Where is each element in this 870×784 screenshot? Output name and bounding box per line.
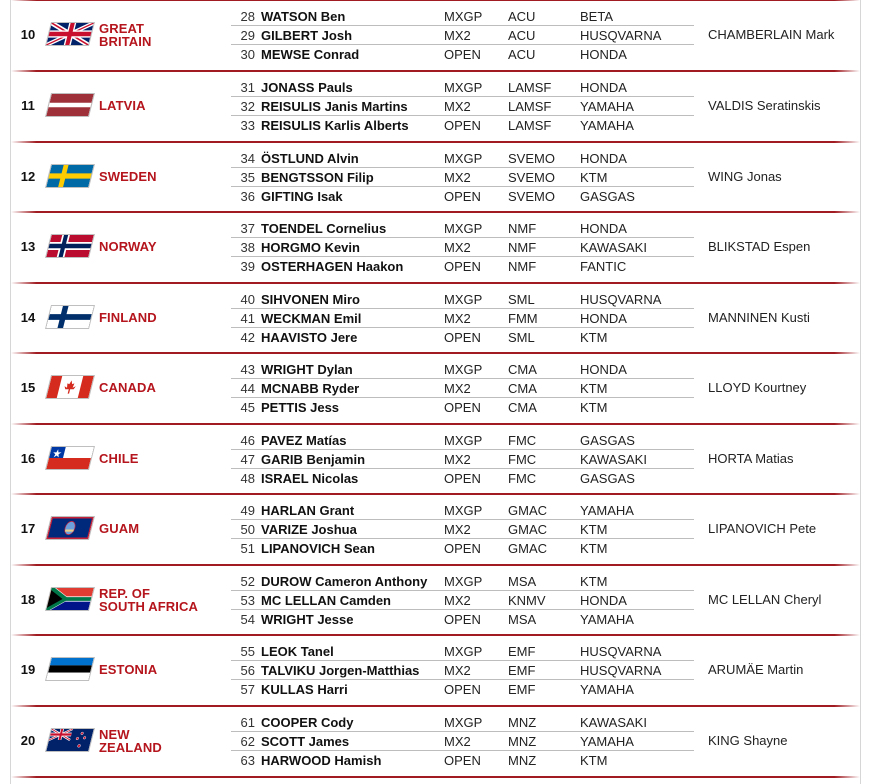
rider-federation: NMF <box>508 259 537 274</box>
guam-flag-icon <box>46 517 93 539</box>
rider-row <box>231 661 694 680</box>
rider-name: HAAVISTO Jere <box>261 330 358 345</box>
rider-class: OPEN <box>444 471 481 486</box>
rider-federation: LAMSF <box>508 99 552 114</box>
rider-number: 53 <box>240 593 255 608</box>
rider-number: 56 <box>240 663 255 678</box>
rider-class: MXGP <box>444 80 483 95</box>
rider-row <box>231 309 694 328</box>
chile-flag-icon <box>46 447 93 469</box>
rider-federation: FMC <box>508 452 537 467</box>
rider-federation: CMA <box>508 400 537 415</box>
team-number: 18 <box>20 592 36 607</box>
rider-row <box>231 149 694 168</box>
new-zealand-flag-icon <box>46 729 93 751</box>
rider-class: MX2 <box>444 734 471 749</box>
team-row <box>11 423 860 494</box>
team-row <box>11 705 860 776</box>
rider-row <box>231 7 694 26</box>
rider-name: TALVIKU Jorgen-Matthias <box>261 663 420 678</box>
rider-number: 51 <box>240 541 255 556</box>
rider-federation: EMF <box>508 644 536 659</box>
rider-bike: HUSQVARNA <box>580 663 662 678</box>
rider-row <box>231 45 694 64</box>
rider-row <box>231 78 694 97</box>
country-name <box>99 564 229 635</box>
rider-bike: GASGAS <box>580 471 635 486</box>
rider-federation: SVEMO <box>508 189 555 204</box>
rider-class: MXGP <box>444 433 483 448</box>
rider-number: 44 <box>240 381 255 396</box>
country-name-line-1: LATVIA <box>99 98 146 113</box>
rider-row <box>231 501 694 520</box>
rider-federation: ACU <box>508 28 536 43</box>
rider-number: 38 <box>240 240 255 255</box>
rider-name: WRIGHT Dylan <box>261 362 353 377</box>
team-number: 14 <box>20 310 36 325</box>
rider-federation: ACU <box>508 47 536 62</box>
rider-federation: MSA <box>508 574 537 589</box>
rider-bike: YAMAHA <box>580 118 634 133</box>
rider-name: HARWOOD Hamish <box>261 753 382 768</box>
rider-row <box>231 187 694 206</box>
rider-name: BENGTSSON Filip <box>261 170 374 185</box>
country-name-line-1: CANADA <box>99 380 156 395</box>
rider-number: 39 <box>240 259 255 274</box>
rider-name: MC LELLAN Camden <box>261 593 391 608</box>
country-name-line-1: ESTONIA <box>99 662 158 677</box>
rider-federation: FMC <box>508 433 537 448</box>
rider-number: 42 <box>240 330 255 345</box>
rider-bike: KAWASAKI <box>580 240 647 255</box>
rider-class: OPEN <box>444 259 481 274</box>
team-number: 20 <box>20 733 36 748</box>
rider-class: MXGP <box>444 9 483 24</box>
team-manager: ARUMÄE Martin <box>708 662 804 677</box>
rider-federation: EMF <box>508 682 536 697</box>
rider-federation: KNMV <box>508 593 546 608</box>
rider-class: OPEN <box>444 400 481 415</box>
rider-name: GILBERT Josh <box>261 28 353 43</box>
rider-bike: HONDA <box>580 311 627 326</box>
team-number: 10 <box>20 27 36 42</box>
country-name <box>99 70 229 141</box>
rider-class: OPEN <box>444 118 481 133</box>
rider-row <box>231 713 694 732</box>
rider-row <box>231 520 694 539</box>
rider-class: MXGP <box>444 221 483 236</box>
rider-federation: GMAC <box>508 541 547 556</box>
rider-federation: SVEMO <box>508 151 555 166</box>
rider-bike: FANTIC <box>580 259 627 274</box>
team-manager: LIPANOVICH Pete <box>708 521 817 536</box>
team-row <box>11 634 860 705</box>
country-name <box>99 705 229 776</box>
rider-row <box>231 431 694 450</box>
team-row <box>11 141 860 212</box>
rider-name: KULLAS Harri <box>261 682 348 697</box>
rider-bike: KAWASAKI <box>580 715 647 730</box>
rider-name: WECKMAN Emil <box>261 311 362 326</box>
rider-federation: MNZ <box>508 753 537 768</box>
country-name-line-1: FINLAND <box>99 310 157 325</box>
rider-bike: KTM <box>580 522 608 537</box>
country-name-line-2: ZEALAND <box>99 739 162 755</box>
rider-class: MXGP <box>444 715 483 730</box>
south-africa-flag-icon <box>46 588 93 610</box>
rider-row <box>231 360 694 379</box>
rider-row <box>231 642 694 661</box>
rider-number: 43 <box>240 362 255 377</box>
rider-bike: KAWASAKI <box>580 452 647 467</box>
rider-row <box>231 450 694 469</box>
rider-federation: EMF <box>508 663 536 678</box>
rider-row <box>231 26 694 45</box>
team-row <box>11 70 860 141</box>
country-name <box>99 282 229 353</box>
rider-name: WATSON Ben <box>261 9 346 24</box>
rider-row <box>231 751 694 770</box>
country-name <box>99 0 229 70</box>
rider-name: LIPANOVICH Sean <box>261 541 375 556</box>
rider-row <box>231 539 694 558</box>
rider-bike: HONDA <box>580 221 627 236</box>
rider-number: 41 <box>240 311 255 326</box>
rider-bike: HONDA <box>580 47 627 62</box>
rider-bike: YAMAHA <box>580 99 634 114</box>
rider-name: COOPER Cody <box>261 715 354 730</box>
team-manager: MC LELLAN Cheryl <box>708 592 822 607</box>
country-name-line-1: NEW <box>99 726 130 742</box>
rider-row <box>231 469 694 488</box>
country-name <box>99 211 229 282</box>
rider-federation: SML <box>508 330 535 345</box>
country-name <box>99 634 229 705</box>
rider-class: OPEN <box>444 612 481 627</box>
rider-number: 47 <box>240 452 255 467</box>
rider-federation: LAMSF <box>508 80 552 95</box>
country-name-line-1: GREAT <box>99 20 145 36</box>
team-manager: HORTA Matias <box>708 451 794 466</box>
rider-federation: GMAC <box>508 522 547 537</box>
country-name-line-1: GUAM <box>99 521 140 536</box>
rider-bike: KTM <box>580 574 608 589</box>
rider-name: REISULIS Janis Martins <box>261 99 408 114</box>
team-number: 19 <box>20 662 36 677</box>
rider-row <box>231 290 694 309</box>
team-roster-page <box>10 0 861 784</box>
rider-row <box>231 379 694 398</box>
rider-class: OPEN <box>444 47 481 62</box>
rider-number: 45 <box>240 400 255 415</box>
rider-row <box>231 116 694 135</box>
rider-class: MXGP <box>444 503 483 518</box>
rider-row <box>231 680 694 699</box>
rider-bike: GASGAS <box>580 189 635 204</box>
latvia-flag-icon <box>46 94 93 116</box>
rider-name: SCOTT James <box>261 734 350 749</box>
rider-federation: MNZ <box>508 715 537 730</box>
team-number: 16 <box>20 451 36 466</box>
country-name-line-1: SWEDEN <box>99 169 157 184</box>
rider-federation: SVEMO <box>508 170 555 185</box>
rider-number: 33 <box>240 118 255 133</box>
country-name <box>99 423 229 494</box>
rider-name: REISULIS Karlis Alberts <box>261 118 409 133</box>
rider-class: MX2 <box>444 170 471 185</box>
rider-bike: HONDA <box>580 151 627 166</box>
rider-number: 52 <box>240 574 255 589</box>
rider-class: MX2 <box>444 452 471 467</box>
rider-row <box>231 219 694 238</box>
norway-flag-icon <box>46 235 93 257</box>
rider-class: MX2 <box>444 99 471 114</box>
rider-name: GARIB Benjamin <box>261 452 366 467</box>
rider-bike: HONDA <box>580 593 627 608</box>
rider-class: MX2 <box>444 381 471 396</box>
rider-federation: FMM <box>508 311 538 326</box>
rider-class: OPEN <box>444 682 481 697</box>
rider-class: OPEN <box>444 753 481 768</box>
rider-bike: KTM <box>580 541 608 556</box>
rider-name: JONASS Pauls <box>261 80 353 95</box>
rider-number: 29 <box>240 28 255 43</box>
canada-flag-icon <box>46 376 93 398</box>
rider-name: HARLAN Grant <box>261 503 355 518</box>
rider-row <box>231 732 694 751</box>
rider-row <box>231 257 694 276</box>
rider-class: MXGP <box>444 292 483 307</box>
rider-name: TOENDEL Cornelius <box>261 221 387 236</box>
rider-row <box>231 398 694 417</box>
rider-row <box>231 238 694 257</box>
team-number: 17 <box>20 521 36 536</box>
rider-number: 50 <box>240 522 255 537</box>
rider-number: 40 <box>240 292 255 307</box>
rider-federation: GMAC <box>508 503 547 518</box>
team-row <box>11 282 860 353</box>
team-manager: LLOYD Kourtney <box>708 380 807 395</box>
country-name-line-2: BRITAIN <box>99 33 152 49</box>
rider-number: 35 <box>240 170 255 185</box>
rider-row <box>231 572 694 591</box>
rider-bike: HONDA <box>580 80 627 95</box>
country-name-line-2: SOUTH AFRICA <box>99 598 198 614</box>
team-number: 13 <box>20 239 36 254</box>
rider-bike: YAMAHA <box>580 734 634 749</box>
country-name <box>99 493 229 564</box>
rider-bike: YAMAHA <box>580 503 634 518</box>
estonia-flag-icon <box>46 658 93 680</box>
rider-name: HORGMO Kevin <box>261 240 360 255</box>
rider-class: MX2 <box>444 593 471 608</box>
country-name <box>99 141 229 212</box>
rider-federation: FMC <box>508 471 537 486</box>
rider-bike: HUSQVARNA <box>580 292 662 307</box>
rider-number: 31 <box>240 80 255 95</box>
team-row <box>11 352 860 423</box>
team-manager: VALDIS Seratinskis <box>708 98 821 113</box>
rider-federation: MNZ <box>508 734 537 749</box>
rider-federation: ACU <box>508 9 536 24</box>
rider-class: OPEN <box>444 541 481 556</box>
rider-name: WRIGHT Jesse <box>261 612 354 627</box>
rider-class: MX2 <box>444 240 471 255</box>
rider-bike: HUSQVARNA <box>580 28 662 43</box>
country-name-line-1: NORWAY <box>99 239 157 254</box>
rider-federation: LAMSF <box>508 118 552 133</box>
rider-number: 36 <box>240 189 255 204</box>
sweden-flag-icon <box>46 165 93 187</box>
rider-name: GIFTING Isak <box>261 189 343 204</box>
team-row <box>11 211 860 282</box>
rider-number: 37 <box>240 221 255 236</box>
rider-federation: MSA <box>508 612 537 627</box>
rider-bike: KTM <box>580 330 608 345</box>
country-name-line-1: REP. OF <box>99 585 151 601</box>
rider-row <box>231 328 694 347</box>
team-manager: MANNINEN Kusti <box>708 310 810 325</box>
rider-name: ISRAEL Nicolas <box>261 471 359 486</box>
finland-flag-icon <box>46 306 93 328</box>
country-name <box>99 352 229 423</box>
bottom-separator <box>11 776 860 778</box>
rider-class: MX2 <box>444 663 471 678</box>
team-number: 15 <box>20 380 36 395</box>
rider-row <box>231 591 694 610</box>
team-manager: CHAMBERLAIN Mark <box>708 27 835 42</box>
rider-number: 63 <box>240 753 255 768</box>
rider-name: SIHVONEN Miro <box>261 292 360 307</box>
rider-class: MX2 <box>444 311 471 326</box>
team-row <box>11 493 860 564</box>
rider-class: MXGP <box>444 362 483 377</box>
rider-number: 55 <box>240 644 255 659</box>
rider-class: MX2 <box>444 28 471 43</box>
country-name-line-1: CHILE <box>99 451 139 466</box>
rider-number: 46 <box>240 433 255 448</box>
rider-class: MXGP <box>444 644 483 659</box>
rider-bike: HUSQVARNA <box>580 644 662 659</box>
rider-name: VARIZE Joshua <box>261 522 357 537</box>
team-number: 11 <box>21 98 35 113</box>
rider-federation: SML <box>508 292 535 307</box>
rider-number: 54 <box>240 612 255 627</box>
rider-number: 57 <box>240 682 255 697</box>
rider-row <box>231 97 694 116</box>
rider-class: MXGP <box>444 574 483 589</box>
rider-bike: YAMAHA <box>580 682 634 697</box>
rider-bike: KTM <box>580 400 608 415</box>
rider-number: 34 <box>240 151 255 166</box>
rider-bike: KTM <box>580 381 608 396</box>
rider-number: 61 <box>240 715 255 730</box>
rider-class: MXGP <box>444 151 483 166</box>
rider-name: LEOK Tanel <box>261 644 334 659</box>
rider-name: ÖSTLUND Alvin <box>261 151 359 166</box>
rider-bike: BETA <box>580 9 613 24</box>
team-manager: BLIKSTAD Espen <box>708 239 811 254</box>
rider-name: OSTERHAGEN Haakon <box>261 259 404 274</box>
team-row <box>11 0 860 70</box>
rider-federation: NMF <box>508 221 537 236</box>
rider-federation: CMA <box>508 381 537 396</box>
rider-class: OPEN <box>444 330 481 345</box>
team-row <box>11 564 860 635</box>
rider-bike: KTM <box>580 753 608 768</box>
team-manager: WING Jonas <box>708 169 782 184</box>
rider-number: 30 <box>240 47 255 62</box>
rider-name: DUROW Cameron Anthony <box>261 574 428 589</box>
rider-name: PAVEZ Matías <box>261 433 347 448</box>
rider-name: MCNABB Ryder <box>261 381 360 396</box>
rider-class: OPEN <box>444 189 481 204</box>
team-number: 12 <box>20 169 36 184</box>
rider-number: 32 <box>240 99 255 114</box>
rider-class: MX2 <box>444 522 471 537</box>
rider-row <box>231 168 694 187</box>
great-britain-flag-icon <box>46 23 93 45</box>
rider-bike: KTM <box>580 170 608 185</box>
rider-bike: HONDA <box>580 362 627 377</box>
rider-row <box>231 610 694 629</box>
rider-number: 48 <box>240 471 255 486</box>
rider-name: PETTIS Jess <box>261 400 340 415</box>
rider-number: 62 <box>240 734 255 749</box>
rider-name: MEWSE Conrad <box>261 47 360 62</box>
rider-federation: NMF <box>508 240 537 255</box>
rider-number: 49 <box>240 503 255 518</box>
rider-bike: YAMAHA <box>580 612 634 627</box>
rider-bike: GASGAS <box>580 433 635 448</box>
rider-federation: CMA <box>508 362 537 377</box>
team-manager: KING Shayne <box>708 733 788 748</box>
rider-number: 28 <box>240 9 255 24</box>
